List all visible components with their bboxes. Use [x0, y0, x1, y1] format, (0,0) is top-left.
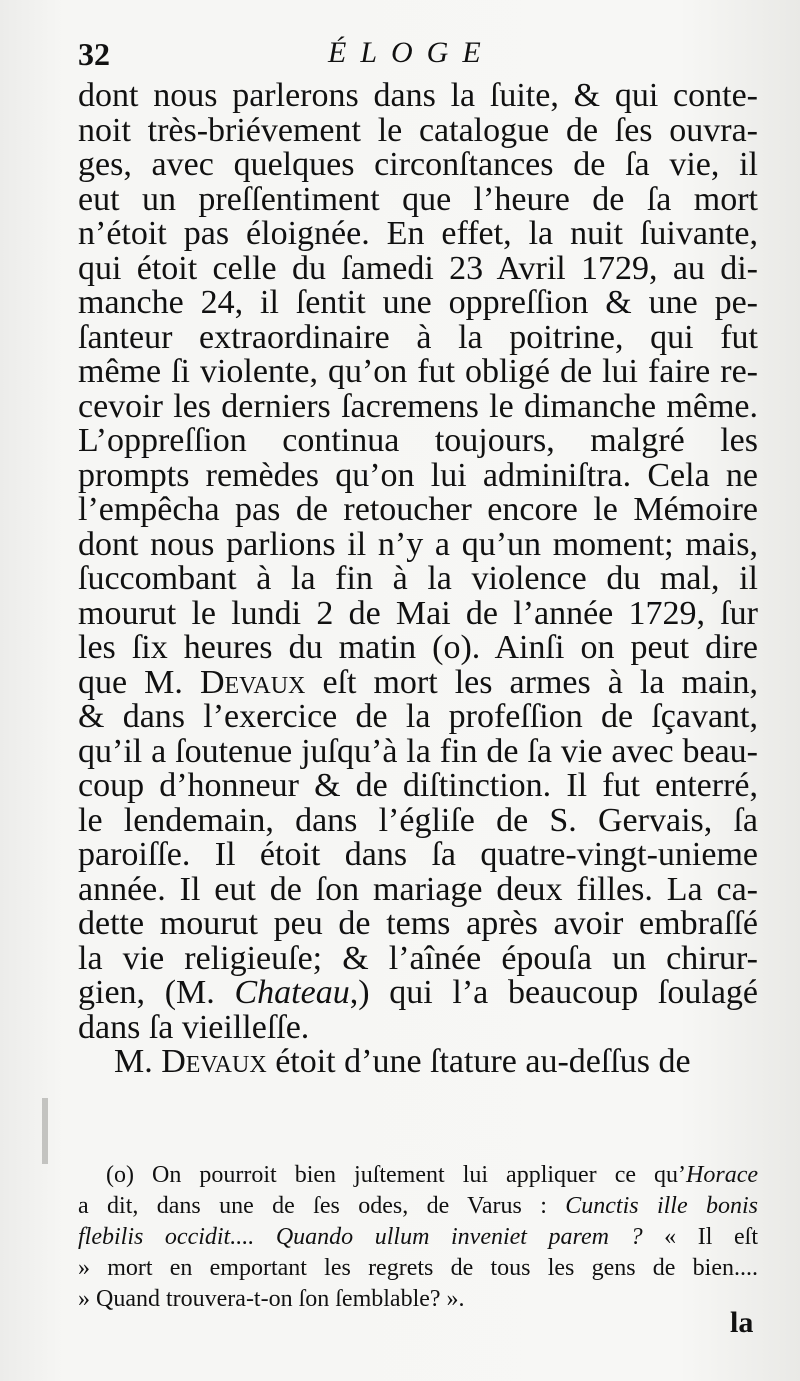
- footnote-line: [78, 1191, 758, 1222]
- text-segment: Horace: [686, 1162, 758, 1188]
- text-line: qui étoit celle du ſamedi 23 Avril 1729, au di-: [78, 251, 758, 286]
- text-line: les ſix heures du matin (o). Ainſi on peut dire: [78, 631, 758, 666]
- text-line: manche 24, il ſentit une oppreſſion & une pe-: [78, 286, 758, 321]
- text-line: le lendemain, dans l’égliſe de S. Gervais, ſa: [78, 803, 758, 838]
- text-line: qu’il a ſoutenue juſqu’à la fin de ſa vie avec beau-: [78, 734, 758, 769]
- text-line: dans ſa vieilleſſe.: [78, 1010, 310, 1045]
- person-name: Devaux: [199, 665, 306, 700]
- main-text: [78, 79, 758, 1080]
- page-header: [78, 36, 758, 76]
- text-segment: gien, (M.: [78, 976, 235, 1011]
- text-line: mourut le lundi 2 de Mai de l’année 1729, ſur: [78, 596, 758, 631]
- footnote: [78, 1160, 758, 1315]
- text-line: cevoir les derniers ſacremens le dimanche même.: [78, 389, 758, 424]
- text-line: ſuccombant à la fin à la violence du mal, il: [78, 562, 758, 597]
- text-line: dette mourut peu de tems après avoir embraſſé: [78, 907, 758, 942]
- page-number: 32: [78, 36, 110, 72]
- text-line: année. Il eut de ſon mariage deux filles. La ca-: [78, 872, 758, 907]
- footnote-line: [78, 1222, 758, 1253]
- text-line: eut un preſſentiment que l’heure de ſa mort: [78, 182, 758, 217]
- text-segment: eſt mort les armes à la main,: [305, 665, 758, 700]
- text-segment: que M.: [78, 665, 200, 700]
- footnote-line: [78, 1160, 758, 1191]
- running-title: ÉLOGE: [328, 36, 495, 69]
- text-segment: a dit, dans une de ſes odes, de Varus :: [78, 1193, 566, 1219]
- text-line: L’oppreſſion continua toujours, malgré les: [78, 424, 758, 459]
- text-segment: ,) qui l’a beaucoup ſoulagé: [349, 976, 758, 1011]
- text-line: la vie religieuſe; & l’aînée épouſa un chirur-: [78, 941, 758, 976]
- text-line: dont nous parlions il n’y a qu’un moment; mais,: [78, 527, 758, 562]
- text-line: [78, 1045, 758, 1080]
- text-line: ges, avec quelques circonſtances de ſa vie, il: [78, 148, 758, 183]
- text-segment: étoit d’une ſtature au-deſſus de: [266, 1045, 691, 1080]
- text-line: dont nous parlerons dans la ſuite, & qui conte-: [78, 79, 758, 114]
- footnote-line: » mort en emportant les regrets de tous les gens de bien....: [78, 1255, 758, 1281]
- catchword: la: [730, 1306, 754, 1339]
- footnote-line: » Quand trouvera-t-on ſon ſemblable? ».: [78, 1286, 465, 1312]
- text-line: ſanteur extraordinaire à la poitrine, qui fut: [78, 320, 758, 355]
- text-line: même ſi violente, qu’on fut obligé de lui faire re-: [78, 355, 758, 390]
- text-segment: M.: [114, 1045, 162, 1080]
- text-line: & dans l’exercice de la profeſſion de ſçavant,: [78, 700, 758, 735]
- text-line: [78, 666, 758, 701]
- text-line: noit très-briévement le catalogue de ſes ouvra-: [78, 113, 758, 148]
- text-segment: (o) On pourroit bien juſtement lui appliquer ce qu’: [106, 1162, 687, 1188]
- text-line: n’étoit pas éloignée. En effet, la nuit ſuivante,: [78, 217, 758, 252]
- text-line: l’empêcha pas de retoucher encore le Mémoire: [78, 493, 758, 528]
- text-line: paroiſſe. Il étoit dans ſa quatre-vingt-unieme: [78, 838, 758, 873]
- text-segment: Cunctis ille bonis: [565, 1193, 758, 1219]
- text-segment: « Il eſt: [642, 1224, 758, 1250]
- person-name: Chateau: [234, 976, 350, 1011]
- text-segment: flebilis occidit.... Quando ullum inveniet parem ?: [78, 1224, 643, 1250]
- margin-mark: [42, 1098, 48, 1164]
- person-name: Devaux: [161, 1045, 267, 1080]
- text-line: prompts remèdes qu’on lui adminiſtra. Cela ne: [78, 458, 758, 493]
- text-line: [78, 976, 758, 1011]
- text-line: coup d’honneur & de diſtinction. Il fut enterré,: [78, 769, 758, 804]
